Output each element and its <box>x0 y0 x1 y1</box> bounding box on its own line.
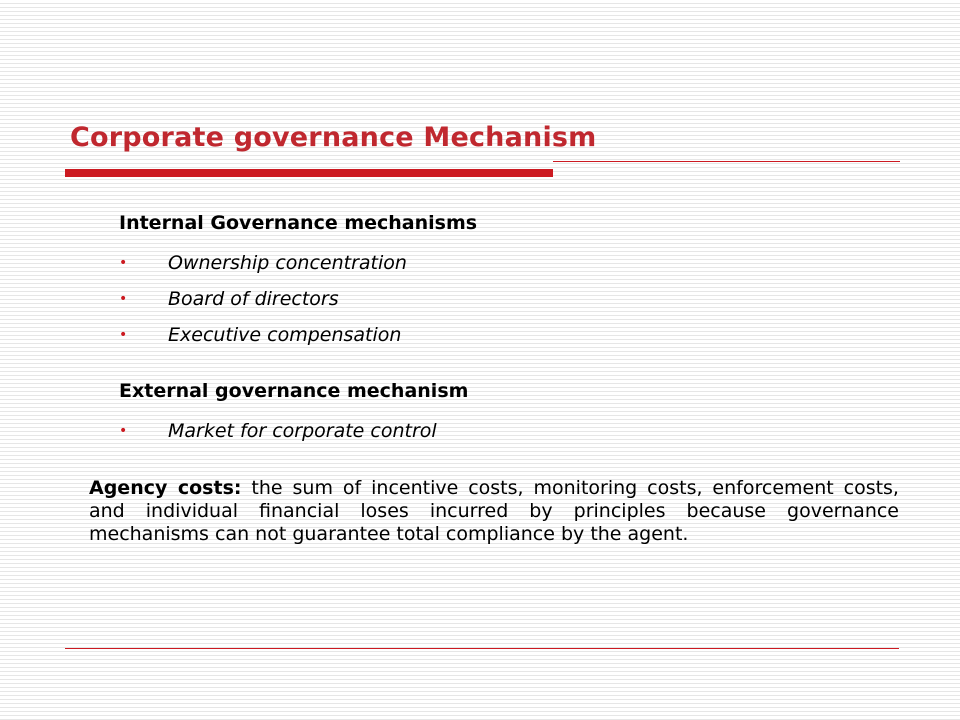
agency-costs-definition: the sum of incentive costs, monitoring costs, enforcement costs, and individual financial loses incurred by principles because governance mechanisms can not guarantee total compliance by the agent. <box>89 477 899 545</box>
bullet-icon: • <box>119 423 128 439</box>
bullet-icon: • <box>119 255 128 271</box>
title-underline-thin <box>553 161 900 162</box>
internal-mechanisms-heading: Internal Governance mechanisms <box>119 212 478 234</box>
title-underline-thick <box>65 169 553 177</box>
agency-costs-term: Agency costs: <box>89 477 242 499</box>
list-item-text: Market for corporate control <box>168 420 437 442</box>
external-mechanisms-heading: External governance mechanism <box>119 380 469 402</box>
slide-title: Corporate governance Mechanism <box>70 122 597 153</box>
list-item-text: Ownership concentration <box>168 252 407 274</box>
agency-costs-paragraph <box>89 477 899 546</box>
list-item-text: Board of directors <box>168 288 339 310</box>
list-item-text: Executive compensation <box>168 324 402 346</box>
footer-divider <box>65 648 899 649</box>
bullet-icon: • <box>119 327 128 343</box>
bullet-icon: • <box>119 291 128 307</box>
